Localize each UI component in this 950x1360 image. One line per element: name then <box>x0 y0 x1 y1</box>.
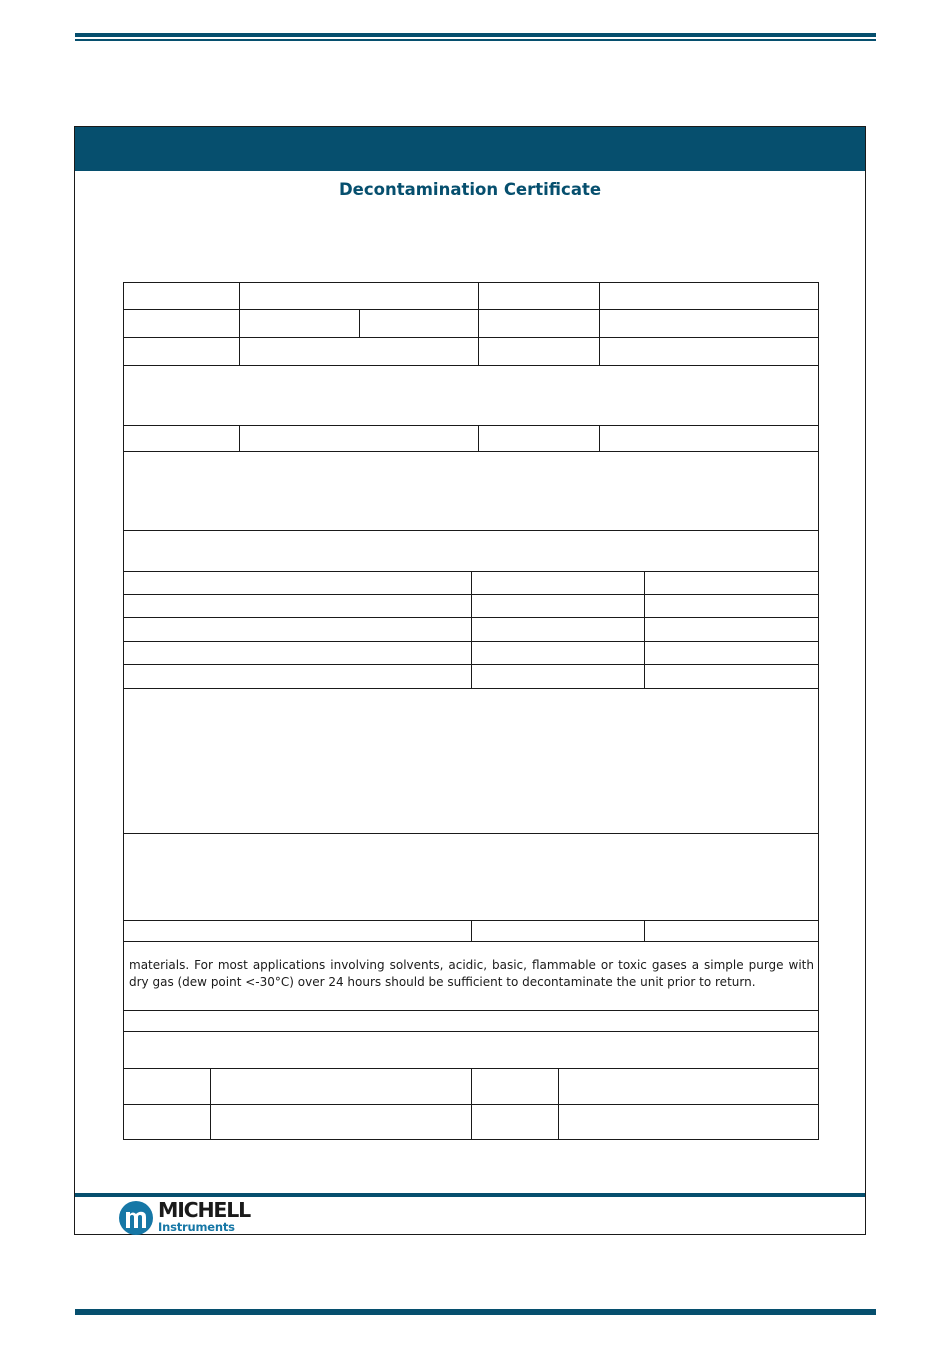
table-row-3-col-2[interactable] <box>471 617 645 642</box>
signature-input-4[interactable] <box>558 1104 819 1140</box>
description-box-4[interactable] <box>123 833 819 921</box>
table-row-5-col-3[interactable] <box>644 664 819 689</box>
field-input-4[interactable] <box>599 309 819 338</box>
table-row-2-col-3[interactable] <box>644 594 819 618</box>
michell-logo <box>118 1200 278 1236</box>
field-input-1[interactable] <box>239 282 479 310</box>
table-row-3-col-3[interactable] <box>644 617 819 642</box>
field-input-8[interactable] <box>599 425 819 452</box>
table-row-4-col-2[interactable] <box>471 641 645 665</box>
table-row-6-col-1[interactable] <box>123 920 472 942</box>
description-box-3[interactable] <box>123 688 819 834</box>
table-row-6-col-2[interactable] <box>471 920 645 942</box>
signature-label-1 <box>123 1068 211 1105</box>
signature-input-3[interactable] <box>210 1104 472 1140</box>
table-row-5-col-1[interactable] <box>123 664 472 689</box>
field-input-7[interactable] <box>239 425 479 452</box>
description-box-1[interactable] <box>123 365 819 426</box>
signature-input-1[interactable] <box>210 1068 472 1105</box>
form-title: Decontamination Certificate <box>338 180 602 199</box>
signature-input-2[interactable] <box>558 1068 819 1105</box>
field-input-2[interactable] <box>599 282 819 310</box>
description-box-2[interactable] <box>123 451 819 531</box>
table-row-1-col-2[interactable] <box>471 571 645 595</box>
field-label-8 <box>478 425 600 452</box>
field-label-6 <box>478 337 600 366</box>
table-row-5-col-2[interactable] <box>471 664 645 689</box>
logo-wordmark: MICHELL <box>158 1198 250 1222</box>
table-row-1-col-1[interactable] <box>123 571 472 595</box>
thin-row <box>123 1010 819 1032</box>
table-row-6-col-3[interactable] <box>644 920 819 942</box>
table-row-4-col-3[interactable] <box>644 641 819 665</box>
table-row-2-col-2[interactable] <box>471 594 645 618</box>
bottom-rule <box>75 1309 876 1315</box>
field-input-3a[interactable] <box>239 309 360 338</box>
field-input-3b[interactable] <box>359 309 479 338</box>
field-label-4 <box>478 309 600 338</box>
table-row-3-col-1[interactable] <box>123 617 472 642</box>
signature-label-4 <box>471 1104 559 1140</box>
field-label-5 <box>123 337 240 366</box>
declaration-box <box>123 1031 819 1069</box>
michell-m-icon <box>118 1200 154 1236</box>
field-input-5[interactable] <box>239 337 479 366</box>
signature-label-2 <box>471 1068 559 1105</box>
field-label-7 <box>123 425 240 452</box>
purge-note-text: materials. For most applications involving solvents, acidic, basic, flammable or toxic gases a simple purge with dry gas (dew point <-30°C) over 24 hours should be sufficient to decontaminate the unit prior to return. <box>129 958 814 989</box>
field-label-2 <box>478 282 600 310</box>
field-input-6[interactable] <box>599 337 819 366</box>
field-label-1 <box>123 282 240 310</box>
logo-subtitle: Instruments <box>158 1220 235 1234</box>
table-row-4-col-1[interactable] <box>123 641 472 665</box>
field-label-3 <box>123 309 240 338</box>
table-row-2-col-1[interactable] <box>123 594 472 618</box>
table-row-1-col-3[interactable] <box>644 571 819 595</box>
section-header-box <box>123 530 819 572</box>
signature-label-3 <box>123 1104 211 1140</box>
